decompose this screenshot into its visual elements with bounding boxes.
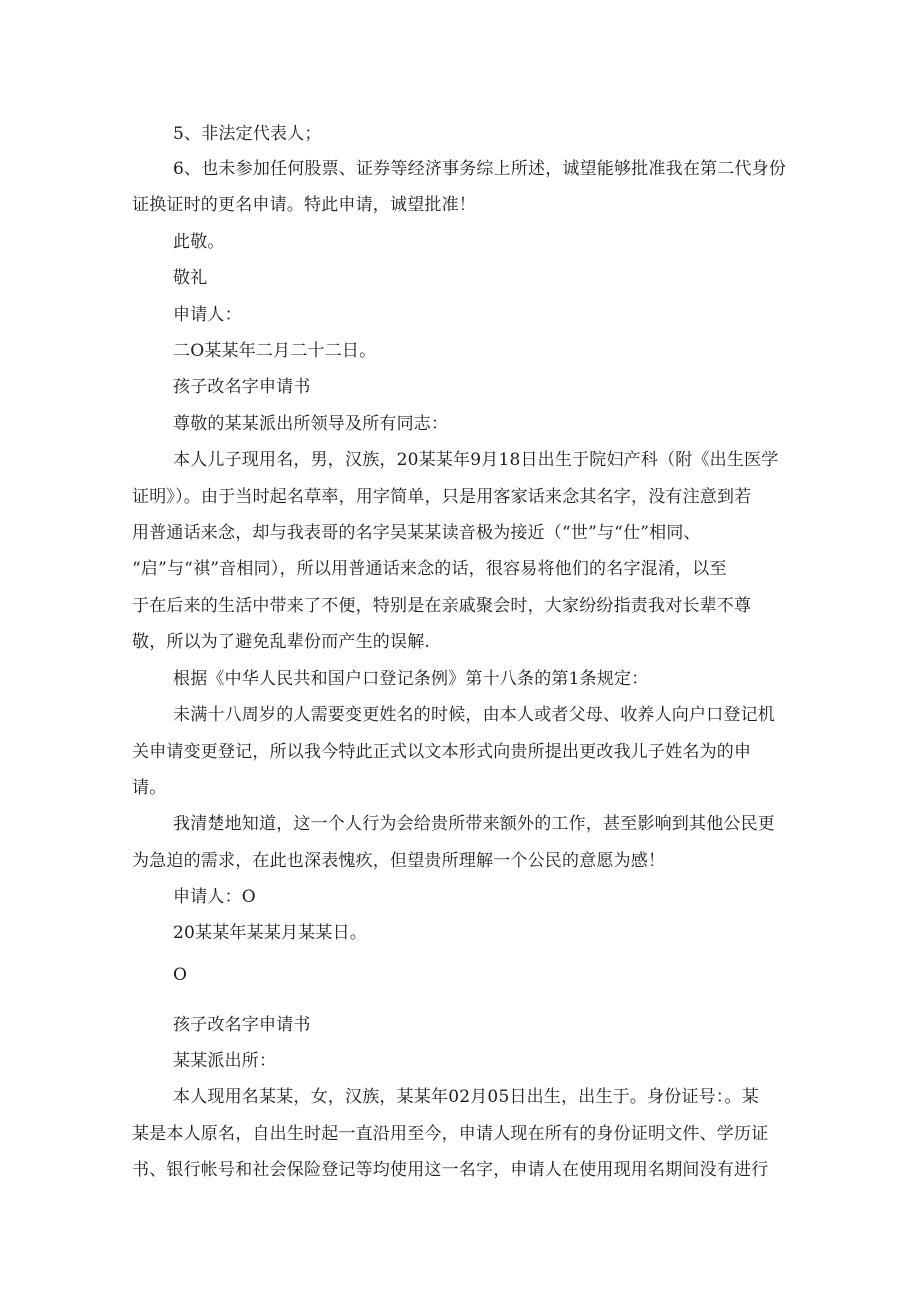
text-line: 证换证时的更名申请。特此申请，诚望批准！ bbox=[132, 195, 476, 215]
text-line: 孩子改名字申请书 bbox=[173, 377, 311, 397]
text-line: 申请人： bbox=[173, 305, 242, 325]
text-line: 书、银行帐号和社会保险登记等均使用这一名字，申请人在使用现用名期间没有进行 bbox=[132, 1160, 769, 1180]
text-line: 用普通话来念，却与我表哥的名字吴某某读音极为接近（“世”与“仕”相同、 bbox=[132, 523, 701, 543]
text-line: 某是本人原名，自出生时起一直沿用至今，申请人现在所有的身份证明文件、学历证 bbox=[132, 1124, 769, 1144]
text-line: 证明》）。由于当时起名草率，用字简单，只是用客家话来念其名字，没有注意到若 bbox=[132, 487, 752, 507]
text-line: 根据《中华人民共和国户口登记条例》第十八条的第1条规定： bbox=[173, 669, 649, 689]
text-line: “启”与“祺”音相同），所以用普通话来念的话，很容易将他们的名字混淆，以至 bbox=[132, 559, 727, 579]
text-line: 未满十八周岁的人需要变更姓名的时候，由本人或者父母、收养人向户口登记机 bbox=[173, 705, 775, 725]
text-line: 20某某年某某月某某日。 bbox=[173, 923, 368, 943]
text-line: 本人儿子现用名，男，汉族，20某某年9月18日出生于院妇产科（附《出生医学 bbox=[173, 450, 779, 470]
text-line: 于在后来的生活中带来了不便，特别是在亲戚聚会时，大家纷纷指责我对长辈不尊 bbox=[132, 596, 752, 616]
text-line: 6、也未参加任何股票、证券等经济事务综上所述，诚望能够批准我在第二代身份 bbox=[173, 159, 787, 179]
text-line: 此敬。 bbox=[173, 232, 225, 252]
text-line: 二O某某年二月二十二日。 bbox=[173, 341, 377, 361]
text-line: 本人现用名某某，女，汉族，某某年02月05日出生，出生于。身份证号：。某 bbox=[173, 1087, 759, 1107]
text-line: 我清楚地知道，这一个人行为会给贵所带来额外的工作，甚至影响到其他公民更 bbox=[173, 814, 775, 834]
text-line: 5、非法定代表人； bbox=[173, 124, 322, 144]
text-line: 尊敬的某某派出所领导及所有同志： bbox=[173, 414, 449, 434]
text-line: 某某派出所： bbox=[173, 1051, 277, 1071]
text-line: O bbox=[173, 965, 188, 985]
text-line: 关申请变更登记，所以我今特此正式以文本形式向贵所提出更改我儿子姓名为的申 bbox=[132, 742, 752, 762]
text-line: 敬，所以为了避免乱辈份而产生的误解. bbox=[132, 632, 431, 652]
text-line: 敬礼 bbox=[173, 268, 208, 288]
text-line: 为急迫的需求，在此也深表愧疚，但望贵所理解一个公民的意愿为感！ bbox=[132, 851, 666, 871]
text-line: 孩子改名字申请书 bbox=[173, 1015, 311, 1035]
text-line: 申请人：O bbox=[173, 887, 256, 907]
text-line: 请。 bbox=[132, 778, 167, 798]
